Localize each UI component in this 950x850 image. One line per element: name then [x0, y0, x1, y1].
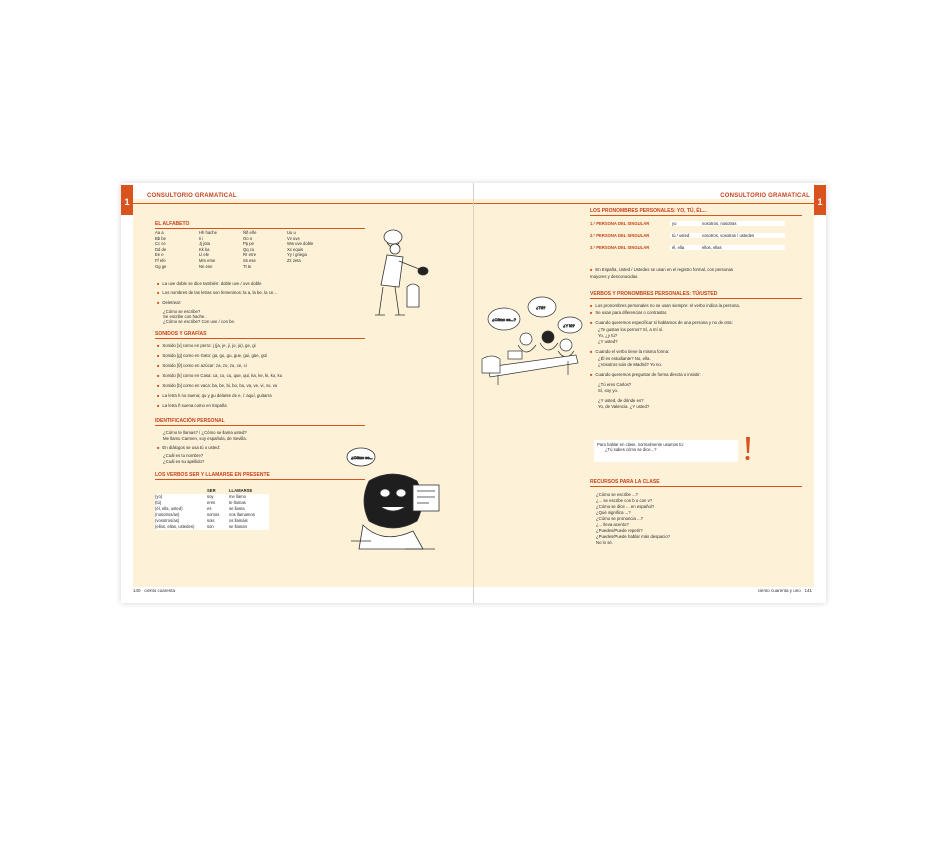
- example-line: ¿Cómo se escribe? Con uve / con be.: [163, 319, 236, 324]
- class-resource-line: No lo sé.: [596, 540, 613, 545]
- verb-table-cell: (tú): [155, 500, 207, 506]
- alphabet-cell: Yy i griega: [287, 252, 307, 258]
- pronoun-table-cell: nosotros, nosotras: [700, 221, 785, 226]
- class-resource-line: ¿Cómo se pronuncia ...?: [596, 516, 644, 521]
- verb-table-cell: (yo): [155, 494, 207, 500]
- verb-table-cell: me llamo: [229, 494, 269, 500]
- verb-table-cell: sois: [207, 518, 229, 524]
- verb-table-cell: (nosotros/as): [155, 512, 207, 518]
- section-rule: [590, 486, 802, 487]
- grammar-line: ■ Los pronombres personales no se usan siempre: el verbo indica la persona.: [590, 303, 740, 308]
- sound-line: ■ Sonido [b] como en vaca: ba, be, bi, bo, bu, va, ve, vi, vo, vu: [157, 383, 277, 388]
- alphabet-cell: Dd de: [155, 246, 167, 252]
- alphabet-grid: [155, 230, 331, 269]
- book-spread: [121, 183, 826, 603]
- verb-table-cell: os llamáis: [229, 518, 269, 524]
- page-footer: [758, 588, 812, 593]
- class-resource-line: ¿Cómo se dice ... en español?: [596, 504, 655, 509]
- grammar-line: ■ Cuando el verbo tiene la misma forma:: [590, 349, 669, 354]
- verb-table-cell: se llama: [229, 506, 269, 512]
- pronoun-table-cell: él, ella: [670, 245, 700, 250]
- alphabet-cell: Ee e: [155, 252, 164, 258]
- head-rule: [474, 203, 814, 204]
- right-panel: [474, 199, 814, 587]
- alphabet-cell: Rr erre: [243, 252, 257, 258]
- class-resource-line: ¿... lleva acento?: [596, 522, 629, 527]
- verb-table-cell: nos llamamos: [229, 512, 269, 518]
- sound-line: ■ Sonido [g] como en Gato: ga, go, gu, gue, gui, güe, güi: [157, 353, 267, 358]
- verb-table-cell: eres: [207, 500, 229, 506]
- head-rule: [133, 203, 473, 204]
- section-rule: [590, 298, 802, 299]
- class-resource-line: ¿Puedes/Puede repetir?: [596, 528, 643, 533]
- verb-table-cell: soy: [207, 494, 229, 500]
- speech-bubble-text: ¿Cómo se...?: [492, 317, 517, 322]
- speech-bubble-text: ¿Y tú?: [563, 323, 575, 328]
- classroom-illustration: [478, 289, 586, 389]
- verb-table-cell: es: [207, 506, 229, 512]
- note-line: ■ Los nombres de las letras son femeninos: la a, la be, la ce...: [157, 290, 277, 295]
- pronoun-table-row: [590, 241, 785, 253]
- alphabet-cell: Cc ce: [155, 241, 166, 247]
- alphabet-cell: Tt te: [243, 263, 252, 269]
- verb-table-cell: somos: [207, 512, 229, 518]
- alphabet-cell: Qq cu: [243, 246, 255, 252]
- pronoun-table-cell: yo: [670, 221, 700, 226]
- grammar-line: Sí, soy yo.: [598, 388, 619, 393]
- grammar-line: ¿Tú eres Carlos?: [598, 382, 632, 387]
- sound-line: ■ La letra ñ suena como en España: [157, 403, 227, 408]
- exclamation-icon: [744, 437, 751, 461]
- class-resource-line: ¿Puedes/Puede hablar más despacio?: [596, 534, 671, 539]
- pronoun-table-cell: 1.ª PERSONA DEL SINGULAR: [590, 220, 650, 226]
- alphabet-cell: Hh hache: [199, 230, 217, 235]
- speech-bubble-text: ¿Tú?: [536, 305, 546, 310]
- pronoun-table: [590, 217, 785, 253]
- sound-line: ■ Sonido [k] como en Casa: ca, co, cu, que, qui, ka, ke, ki, ko, ku: [157, 373, 282, 378]
- unit-tab: 1: [121, 185, 133, 215]
- verb-table-cell: (ellos, ellas, ustedes): [155, 524, 207, 530]
- alphabet-cell: Jj jota: [199, 241, 210, 247]
- grammar-line: ¿Él es estudiante? No, ella.: [598, 356, 651, 361]
- alphabet-cell: Kk ka: [199, 246, 210, 252]
- alphabet-cell: Xx equis: [287, 246, 304, 252]
- alphabet-cell: Nn ene: [199, 263, 213, 269]
- alphabet-cell: Ff efe: [155, 257, 166, 263]
- alphabet-cell: Ññ eñe: [243, 230, 257, 235]
- section-title-pronouns: LOS PRONOMBRES PERSONALES: YO, TÚ, ÉL...: [590, 208, 707, 214]
- verb-table: [155, 488, 269, 530]
- grammar-line: ¿Y usted, de dónde es?: [598, 398, 644, 403]
- alphabet-cell: Ii i: [199, 235, 204, 241]
- left-page: [121, 183, 473, 603]
- grammar-line: ¿Vosotros sois de Madrid? Yo no.: [598, 362, 663, 367]
- note-line: ■ En diálogos se usa tú o usted:: [157, 445, 220, 450]
- alphabet-cell: Mm eme: [199, 257, 216, 263]
- note-line: ■ En España, Usted / Ustedes se usan en el registro formal, con personas: [590, 267, 733, 272]
- pronoun-table-cell: 2.ª PERSONA DEL SINGULAR: [590, 232, 650, 238]
- page-words: ciento cuarenta y uno: [757, 588, 801, 593]
- section-title-ident: IDENTIFICACIÓN PERSONAL: [155, 418, 225, 424]
- pronoun-table-cell: vosotros, vosotras / ustedes: [700, 233, 785, 238]
- example-line: ¿Cómo se escribe?: [163, 309, 201, 314]
- alphabet-cell: Vv uve: [287, 235, 300, 241]
- section-rule: [155, 425, 365, 426]
- example-line: ¿Cuál es su apellido?: [163, 459, 205, 464]
- section-rule: [155, 479, 365, 480]
- section-rule: [155, 338, 365, 339]
- alphabet-cell: Ll ele: [199, 252, 210, 258]
- grammar-line: ■ Cuando queremos especificar si hablamos de una persona y no de otra:: [590, 320, 733, 325]
- grammar-line: ¿Y usted?: [598, 339, 618, 344]
- verb-table-cell: se llaman: [229, 524, 269, 530]
- alphabet-cell: Pp pe: [243, 241, 254, 247]
- class-resource-line: ¿Qué significa ...?: [596, 510, 631, 515]
- running-head: CONSULTORIO GRAMATICAL: [720, 193, 810, 199]
- grammar-line: ¿Te gustan los perros? Sí, a mí sí.: [598, 327, 664, 332]
- alphabet-cell: Oo o: [243, 235, 253, 241]
- alphabet-cell: Gg ge: [155, 263, 167, 269]
- alphabet-cell: [287, 264, 331, 270]
- class-resource-line: ¿Cómo se escribe ...?: [596, 492, 639, 497]
- section-title-alphabet: EL ALFABETO: [155, 221, 190, 227]
- page-words: ciento cuarenta: [144, 588, 176, 593]
- class-resource-line: ¿... se escribe con b o con v?: [596, 498, 653, 503]
- section-title-tu-usted: VERBOS Y PRONOMBRES PERSONALES: TÚ/USTED: [590, 291, 718, 297]
- unit-tab: 1: [814, 185, 826, 215]
- section-title-verbs: LOS VERBOS SER Y LLAMARSE EN PRESENTE: [155, 472, 270, 478]
- verb-table-header: LLAMARSE: [229, 488, 253, 493]
- example-line: Se escribe con hache.: [163, 314, 206, 319]
- example-line: Me llamo Carmen, soy española, de Sevilla.: [163, 436, 247, 441]
- grammar-line: ■ Cuando queremos preguntar de forma directa o insistir:: [590, 372, 701, 377]
- page-footer: [133, 588, 175, 593]
- monster-illustration: [343, 445, 445, 555]
- chef-illustration: [373, 225, 433, 321]
- grammar-line: Yo, ¿y tú?: [598, 333, 618, 338]
- note-line: mayores y desconocidas.: [590, 274, 639, 279]
- pronoun-table-row: [590, 229, 785, 241]
- pronoun-table-cell: tú / usted: [670, 233, 700, 238]
- alphabet-cell: Ww uve doble: [287, 241, 314, 247]
- verb-table-header: SER: [207, 488, 216, 493]
- alphabet-cell: Bb be: [155, 235, 166, 241]
- speech-bubble-text: ¿Cómo se...: [351, 455, 373, 460]
- pronoun-table-row: [590, 217, 785, 229]
- pronoun-table-cell: ellos, ellas: [700, 245, 785, 250]
- section-rule: [155, 228, 365, 229]
- note-example: ¿Tú sabes cómo se dice...?: [605, 447, 657, 452]
- alphabet-cell: Zz zeta: [287, 257, 301, 263]
- sound-line: ■ Sonido [θ] como en azúcar: za, zo, zu, ce, ci: [157, 363, 247, 368]
- note-line: Para hablar en clase, normalmente usamos tú:: [597, 442, 684, 447]
- note-box: [594, 440, 738, 462]
- grammar-line: Yo, de Valencia. ¿Y usted?: [598, 404, 650, 409]
- sound-line: ■ La letra h no suena; qu y gu delante de e, i: aquí, guitarra: [157, 393, 272, 398]
- alphabet-cell: Aa a: [155, 230, 164, 235]
- running-head: CONSULTORIO GRAMATICAL: [147, 193, 237, 199]
- page-number: 140: [133, 588, 141, 593]
- note-line: ■ Deletrear:: [157, 300, 181, 305]
- grammar-line: ■ Se usan para diferenciar o contrastar.: [590, 310, 667, 315]
- verb-table-cell: son: [207, 524, 229, 530]
- section-rule: [590, 215, 802, 216]
- verb-table-cell: (él, ella, usted): [155, 506, 207, 512]
- verb-table-cell: (vosotros/as): [155, 518, 207, 524]
- note-line: ■ La uve doble se dice también: doble uve / uve doble: [157, 281, 262, 286]
- example-line: ¿Cómo te llamas? / ¿Cómo se llama usted?: [163, 430, 247, 435]
- right-page: [474, 183, 826, 603]
- alphabet-cell: Ss ese: [243, 257, 256, 263]
- example-line: ¿Cuál es tu nombre?: [163, 453, 204, 458]
- page-number: 141: [804, 588, 812, 593]
- alphabet-cell: Uu u: [287, 230, 296, 235]
- section-title-sounds: SONIDOS Y GRAFÍAS: [155, 331, 207, 337]
- verb-table-cell: te llamas: [229, 500, 269, 506]
- pronoun-table-cell: 3.ª PERSONA DEL SINGULAR: [590, 244, 650, 250]
- sound-line: ■ Sonido [x] como en perro: j (ja, je, ji, jo, ju), ge, gi: [157, 343, 256, 348]
- section-title-class: RECURSOS PARA LA CLASE: [590, 479, 660, 485]
